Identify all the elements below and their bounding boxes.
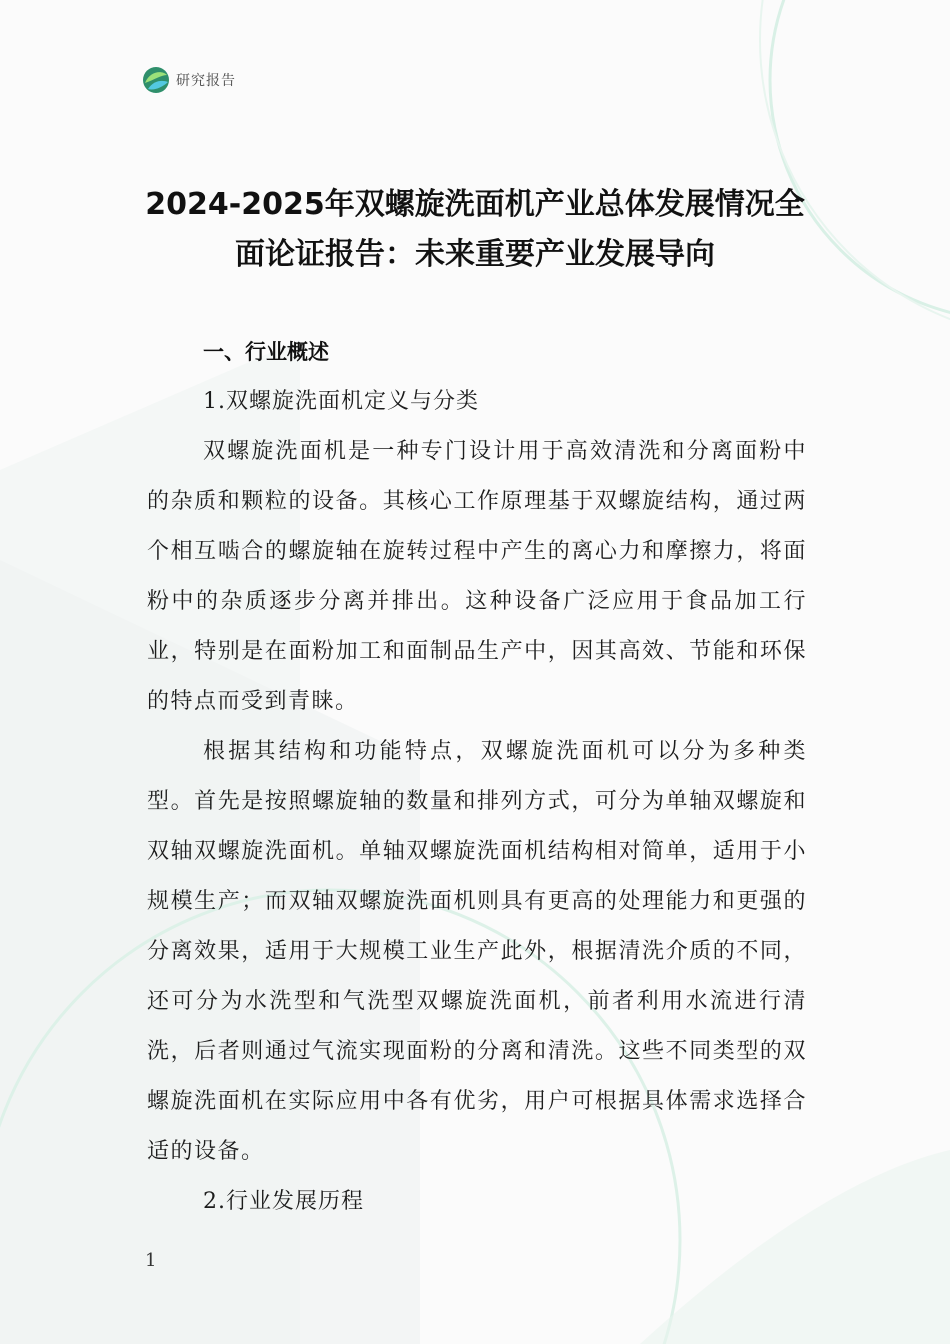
page-header [142,66,236,94]
section-heading: 一、行业概述 [203,340,329,364]
paragraph: 根据其结构和功能特点，双螺旋洗面机可以分为多种类型。首先是按照螺旋轴的数量和排列方式，可分为单轴双螺旋和双轴双螺旋洗面机。单轴双螺旋洗面机结构相对简单，适用于小规模生产；而双轴双螺旋洗面机则具有更高的处理能力和更强的分离效果，适用于大规模工业生产此外，根据清洗介质的不同，还可分为水洗型和气洗型双螺旋洗面机，前者利用水流进行清洗，后者则通过气流实现面粉的分离和清洗。这些不同类型的双螺旋洗面机在实际应用中各有优劣，用户可根据具体需求选择合适的设备。 [147,739,807,1164]
subsection-heading: 1.双螺旋洗面机定义与分类 [203,389,479,414]
document-title [130,180,820,280]
title-line-1: 2024-2025年双螺旋洗面机产业总体发展情况全 [145,187,805,222]
paragraph: 双螺旋洗面机是一种专门设计用于高效清洗和分离面粉中的杂质和颗粒的设备。其核心工作原理基于双螺旋结构，通过两个相互啮合的螺旋轴在旋转过程中产生的离心力和摩擦力，将面粉中的杂质逐步分离并排出。这种设备广泛应用于食品加工行业，特别是在面粉加工和面制品生产中，因其高效、节能和环保的特点而受到青睐。 [147,439,807,714]
page-number: 1 [145,1250,157,1271]
document-body [147,327,807,1227]
title-line-2: 面论证报告：未来重要产业发展导向 [235,237,715,272]
subsection-heading: 2.行业发展历程 [203,1189,364,1214]
logo-icon [142,66,170,94]
header-label: 研究报告 [176,73,236,89]
